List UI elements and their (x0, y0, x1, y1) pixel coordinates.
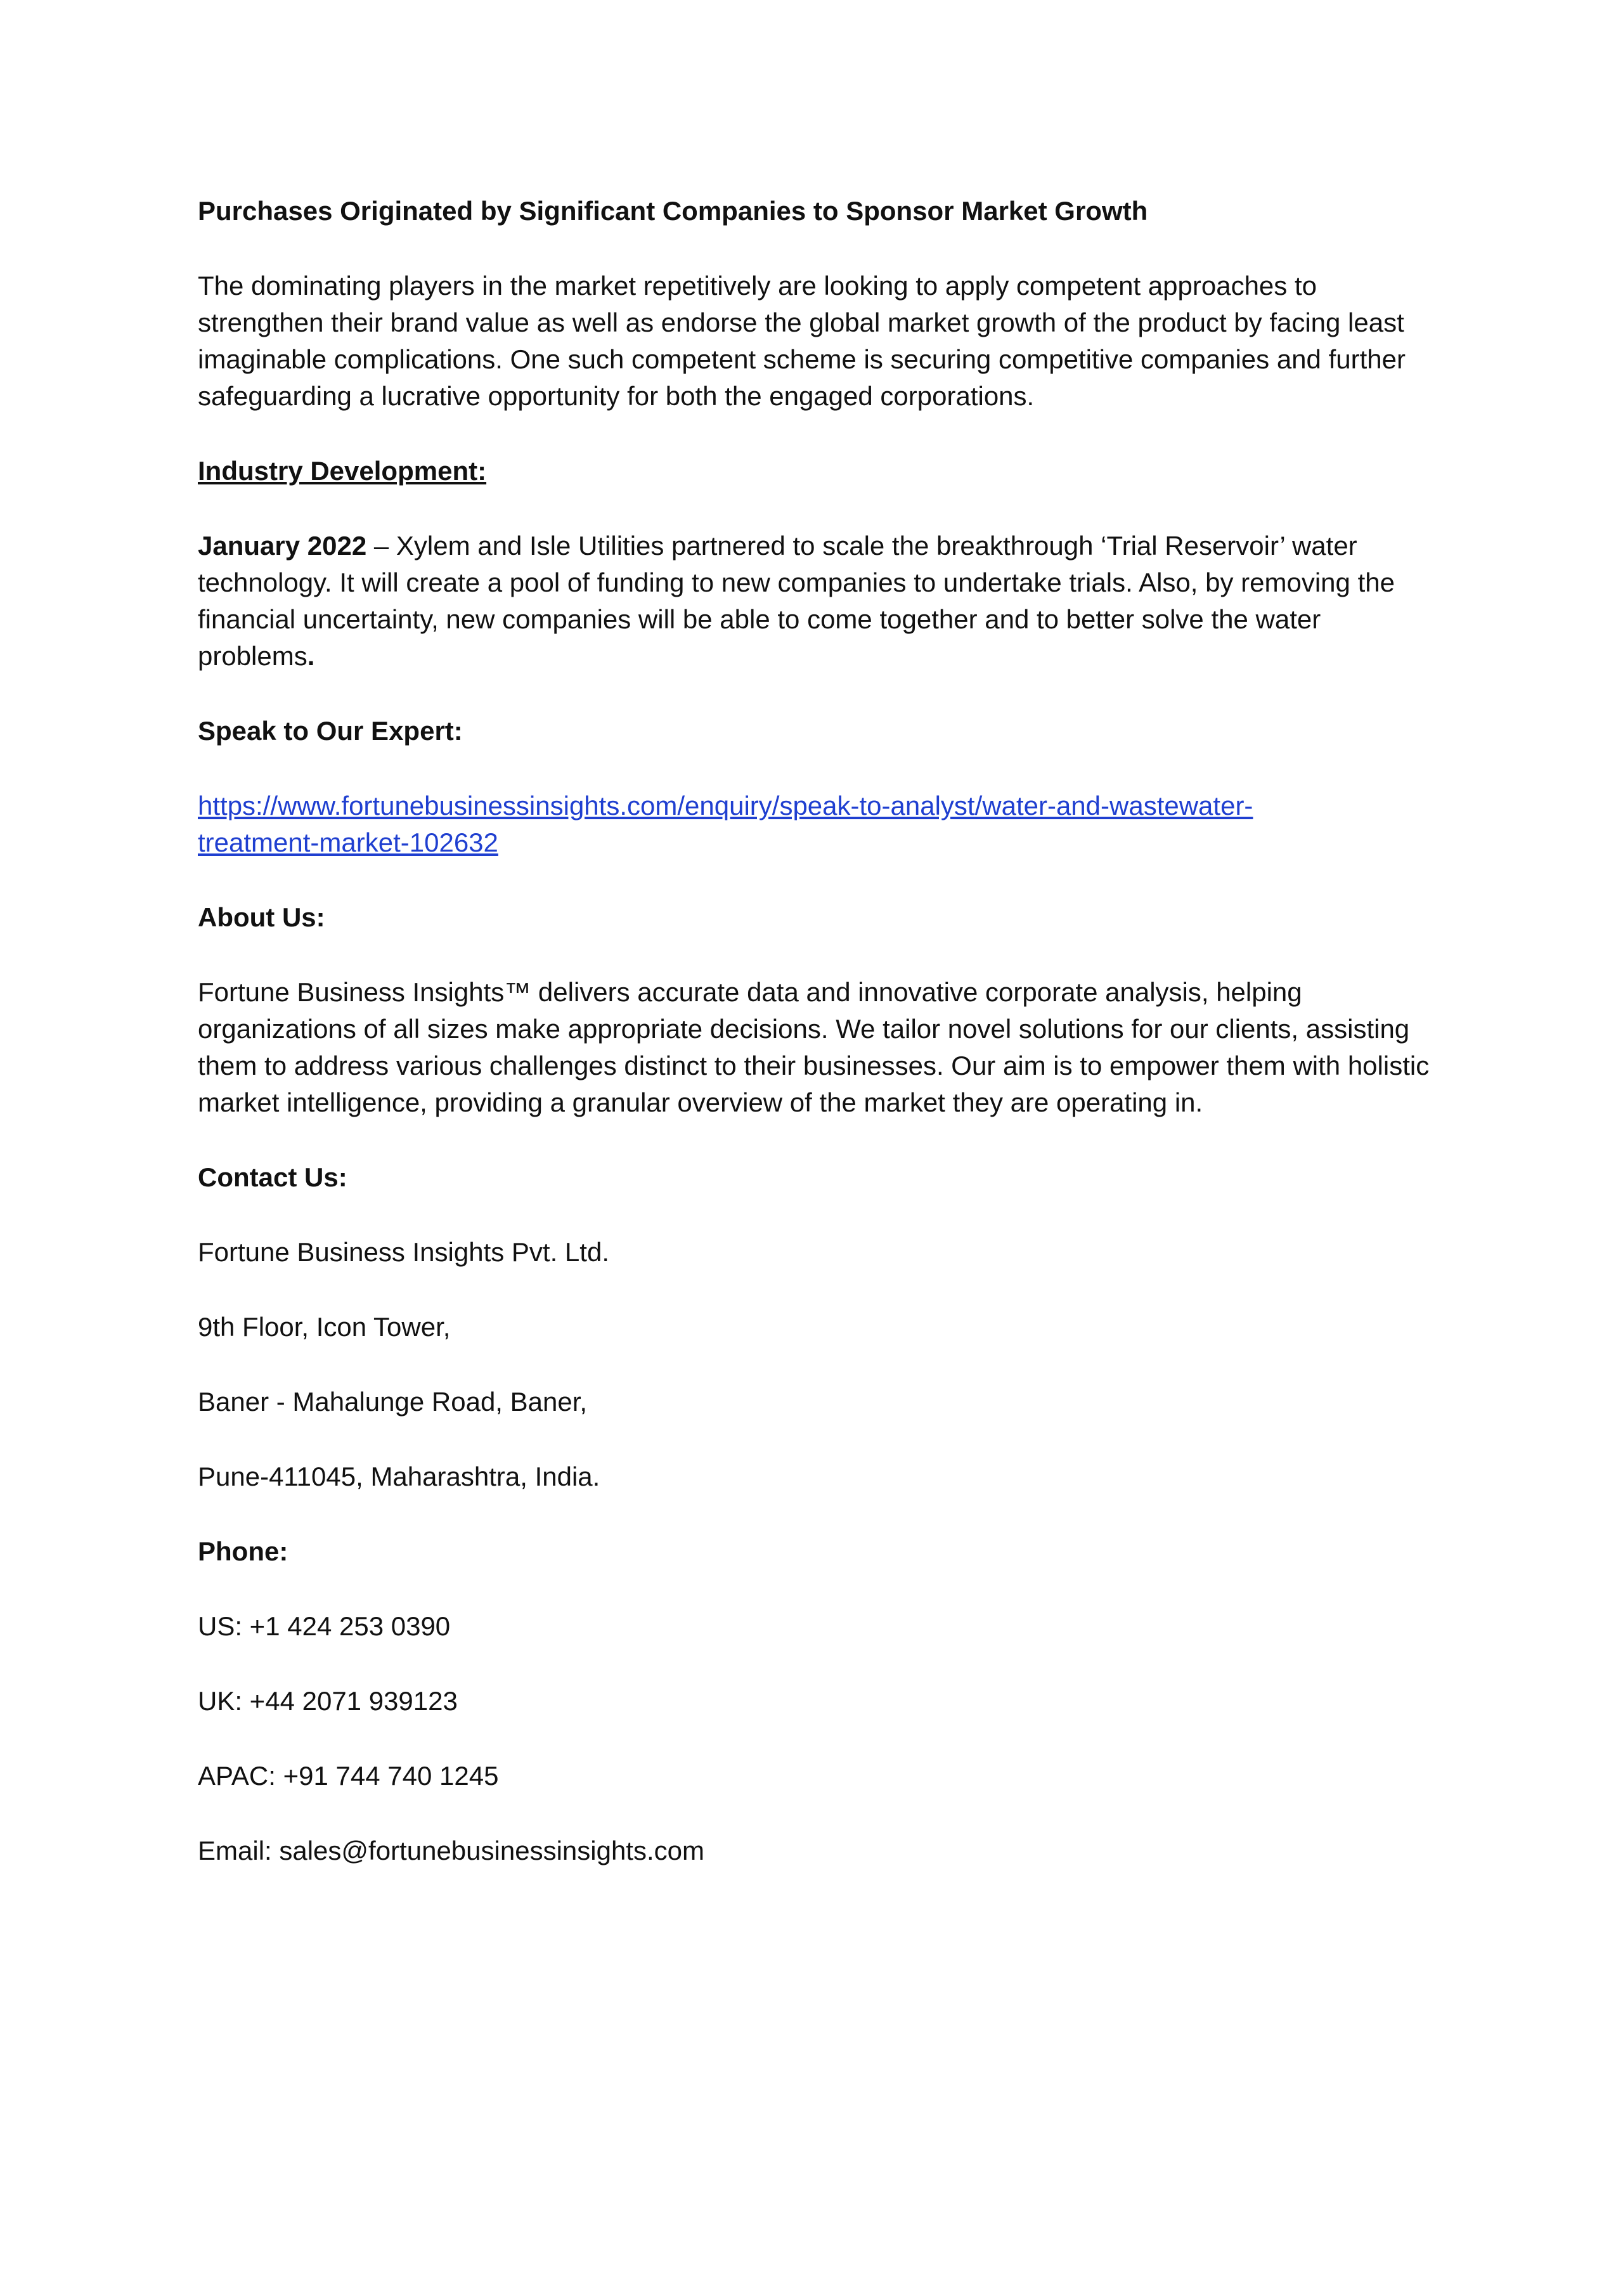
industry-development-heading: Industry Development: (198, 456, 487, 486)
intro-paragraph: The dominating players in the market repetitively are looking to apply competent approaches to strengthen their brand value as well as endorse the global market growth of the product by facing least imaginable complications. One such competent scheme is securing competitive companies and further safeguarding a lucrative opportunity for both the engaged corporations. (198, 271, 1406, 411)
phone-us: US: +1 424 253 0390 (198, 1611, 451, 1641)
about-heading: About Us: (198, 902, 325, 932)
contact-address-line-1: 9th Floor, Icon Tower, (198, 1312, 451, 1342)
contact-company: Fortune Business Insights Pvt. Ltd. (198, 1237, 609, 1267)
contact-heading: Contact Us: (198, 1162, 347, 1192)
expert-link-line-1[interactable]: https://www.fortunebusinessinsights.com/enquiry/speak-to-analyst/water-and-wastewater- (198, 791, 1253, 820)
contact-address-line-3: Pune-411045, Maharashtra, India. (198, 1462, 600, 1491)
contact-address-line-2: Baner - Mahalunge Road, Baner, (198, 1387, 588, 1417)
expert-link-line-2[interactable]: treatment-market-102632 (198, 827, 498, 857)
contact-email: Email: sales@fortunebusinessinsights.com (198, 1836, 704, 1865)
document-body (198, 193, 1440, 1907)
expert-heading: Speak to Our Expert: (198, 716, 463, 746)
development-date: January 2022 (198, 531, 367, 561)
development-text: – Xylem and Isle Utilities partnered to scale the breakthrough ‘Trial Reservoir’ water technology. It will create a pool of funding to new companies to undertake trials. Also, by removing the financial uncertainty, new companies will be able to come together and to better solve the water problems (198, 531, 1395, 671)
phone-heading: Phone: (198, 1536, 288, 1566)
phone-uk: UK: +44 2071 939123 (198, 1686, 458, 1716)
phone-apac: APAC: +91 744 740 1245 (198, 1761, 499, 1791)
development-end-mark: . (307, 641, 315, 671)
expert-link-paragraph (198, 788, 1440, 861)
section-title: Purchases Originated by Significant Companies to Sponsor Market Growth (198, 196, 1148, 226)
industry-development-paragraph (198, 528, 1440, 675)
about-paragraph: Fortune Business Insights™ delivers accurate data and innovative corporate analysis, helping organizations of all sizes make appropriate decisions. We tailor novel solutions for our clients, assisting them to address various challenges distinct to their businesses. Our aim is to empower them with holistic market intelligence, providing a granular overview of the market they are operating in. (198, 977, 1430, 1117)
